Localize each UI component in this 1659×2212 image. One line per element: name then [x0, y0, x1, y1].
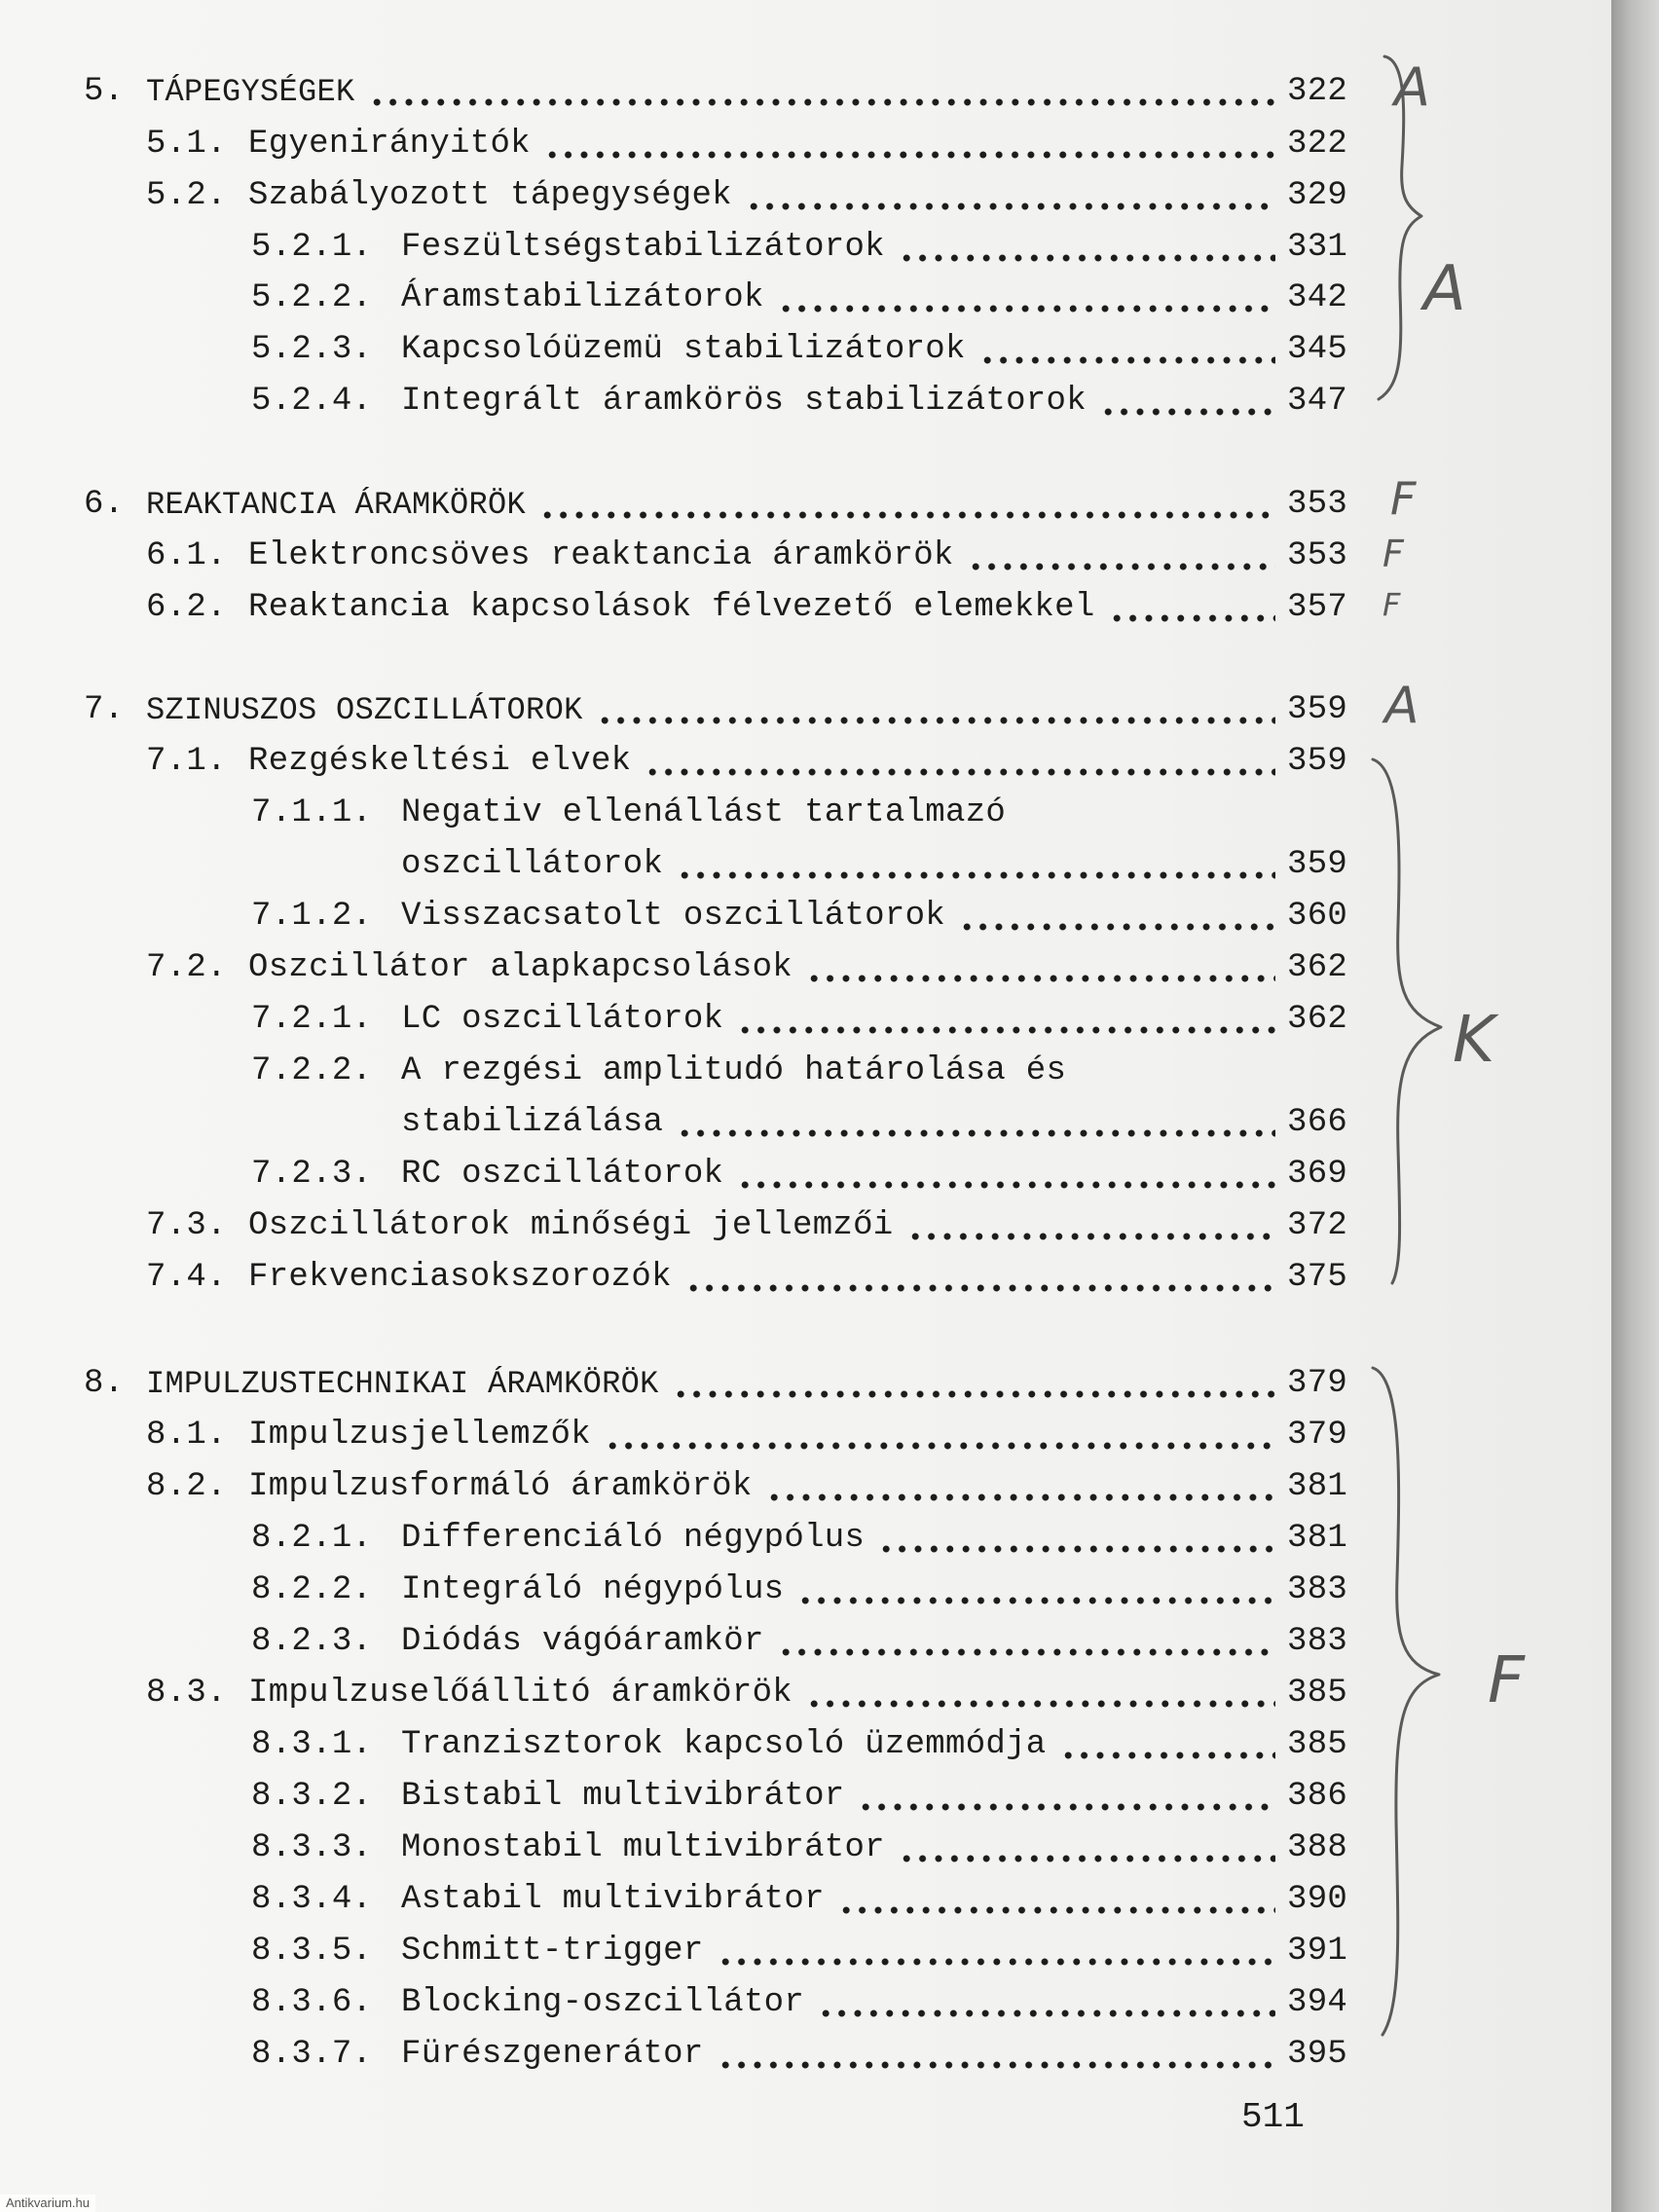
toc-entry-number: 7.2.1.	[251, 1001, 373, 1038]
toc-entry-number: 7.1.2.	[251, 898, 373, 935]
toc-entry-title: Bistabil multivibrátor	[401, 1778, 845, 1815]
toc-entry-number: 8.3.4.	[251, 1881, 373, 1918]
toc-entry-number: 6.2.	[146, 589, 227, 626]
toc-entry-number: 7.2.3.	[251, 1156, 373, 1193]
toc-entry-page: 353	[1287, 537, 1348, 574]
toc-entry-number: 8.1.	[146, 1417, 227, 1454]
toc-entry-page: 357	[1287, 589, 1348, 626]
margin-note-6: A	[1384, 677, 1419, 735]
toc-entry-title: Fürészgenerátor	[401, 2036, 704, 2073]
toc-entry-page: 390	[1287, 1881, 1348, 1918]
toc-entry-number: 5.2.	[146, 177, 227, 214]
toc-entry-number: 7.	[84, 691, 125, 728]
toc-entry-title: Astabil multivibrátor	[401, 1881, 825, 1918]
toc-entry-page: 362	[1287, 1001, 1348, 1038]
toc-entry-page: 375	[1287, 1259, 1348, 1296]
toc-entry-number: 8.3.	[146, 1675, 227, 1712]
toc-entry-number: 8.3.2.	[251, 1778, 373, 1815]
toc-entry-page: 359	[1287, 743, 1348, 780]
toc-entry-number: 7.2.	[146, 949, 227, 986]
toc-entry-title: stabilizálása	[401, 1104, 664, 1141]
margin-note-8: F	[1488, 1642, 1525, 1717]
toc-entry-title: Feszültségstabilizátorok	[401, 229, 885, 266]
toc-entry-page: 388	[1287, 1829, 1348, 1866]
brace-section-8	[1373, 1368, 1439, 2035]
toc-entry-page: 345	[1287, 331, 1348, 368]
toc-entry-page: 385	[1287, 1726, 1348, 1763]
toc-entry-title: Tranzisztorok kapcsoló üzemmódja	[401, 1726, 1047, 1763]
toc-entry-title: Frekvenciasokszorozók	[248, 1259, 672, 1296]
toc-entry-number: 6.	[84, 486, 125, 523]
toc-entry-number: 8.	[84, 1365, 125, 1402]
toc-entry-title: Impulzusjellemzők	[248, 1417, 591, 1454]
toc-entry-page: 359	[1287, 846, 1348, 883]
toc-entry-number: 5.2.2.	[251, 279, 373, 316]
toc-entry-title: SZINUSZOS OSZCILLÁTOROK	[146, 692, 583, 728]
toc-entry-title: Impulzuselőállitó áramkörök	[248, 1675, 793, 1712]
toc-entry-number: 5.	[84, 73, 125, 110]
toc-entry-page: 394	[1287, 1984, 1348, 2021]
toc-entry-number: 7.4.	[146, 1259, 227, 1296]
toc-entry-title: Impulzusformáló áramkörök	[248, 1468, 753, 1505]
toc-entry-number: 7.1.	[146, 743, 227, 780]
toc-entry-page: 385	[1287, 1675, 1348, 1712]
toc-entry-number: 5.2.4.	[251, 383, 373, 420]
toc-entry-page: 383	[1287, 1623, 1348, 1660]
toc-entry-title: Oszcillátorok minőségi jellemzői	[248, 1207, 894, 1244]
toc-entry-page: 369	[1287, 1156, 1348, 1193]
margin-note-7: K	[1453, 1002, 1495, 1077]
toc-entry-title: Schmitt-trigger	[401, 1933, 704, 1970]
margin-note-3: F	[1390, 472, 1417, 525]
toc-entry-number: 8.2.1.	[251, 1520, 373, 1557]
toc-entry-number: 8.3.7.	[251, 2036, 373, 2073]
toc-entry-number: 8.3.1.	[251, 1726, 373, 1763]
toc-entry-title: oszcillátorok	[401, 846, 664, 883]
toc-entry-number: 6.1.	[146, 537, 227, 574]
toc-entry-page: 391	[1287, 1933, 1348, 1970]
toc-entry-page: 360	[1287, 898, 1348, 935]
toc-entry-page: 322	[1287, 73, 1348, 110]
toc-entry-page: 379	[1287, 1365, 1348, 1402]
margin-note-5: F	[1382, 586, 1401, 623]
toc-entry-title: A rezgési amplitudó határolása és	[401, 1052, 1067, 1089]
toc-entry-page: 381	[1287, 1520, 1348, 1557]
toc-entry-title: Integrált áramkörös stabilizátorok	[401, 383, 1087, 420]
toc-entry-title: Áramstabilizátorok	[401, 279, 764, 316]
toc-entry-page: 359	[1287, 691, 1348, 728]
toc-entry-title: Oszcillátor alapkapcsolások	[248, 949, 793, 986]
toc-entry-title: LC oszcillátorok	[401, 1001, 724, 1038]
toc-entry-title: Egyenirányitók	[248, 126, 531, 163]
toc-entry-title: Kapcsolóüzemü stabilizátorok	[401, 331, 966, 368]
toc-entry-title: IMPULZUSTECHNIKAI ÁRAMKÖRÖK	[146, 1366, 659, 1402]
toc-entry-number: 8.3.3.	[251, 1829, 373, 1866]
toc-entry-number: 7.3.	[146, 1207, 227, 1244]
toc-entry-title: RC oszcillátorok	[401, 1156, 724, 1193]
toc-entry-number: 8.3.5.	[251, 1933, 373, 1970]
toc-entry-title: Diódás vágóáramkör	[401, 1623, 764, 1660]
toc-entry-page: 381	[1287, 1468, 1348, 1505]
toc-entry-number: 5.1.	[146, 126, 227, 163]
page-edge-shadow	[1611, 0, 1659, 2212]
toc-entry-title: Negativ ellenállást tartalmazó	[401, 794, 1007, 831]
toc-entry-title: Szabályozott tápegységek	[248, 177, 732, 214]
margin-note-2: A	[1423, 253, 1466, 325]
toc-entry-page: 353	[1287, 486, 1348, 523]
toc-entry-number: 7.1.1.	[251, 794, 373, 831]
toc-entry-title: Elektroncsöves reaktancia áramkörök	[248, 537, 954, 574]
toc-entry-number: 8.2.3.	[251, 1623, 373, 1660]
toc-entry-title: TÁPEGYSÉGEK	[146, 74, 355, 110]
toc-entry-number: 5.2.1.	[251, 229, 373, 266]
toc-entry-page: 329	[1287, 177, 1348, 214]
toc-entry-page: 342	[1287, 279, 1348, 316]
toc-entry-number: 8.2.2.	[251, 1571, 373, 1608]
toc-entry-number: 7.2.2.	[251, 1052, 373, 1089]
toc-entry-number: 8.2.	[146, 1468, 227, 1505]
toc-entry-page: 379	[1287, 1417, 1348, 1454]
margin-note-1: A	[1394, 56, 1430, 118]
toc-entry-page: 331	[1287, 229, 1348, 266]
toc-entry-page: 372	[1287, 1207, 1348, 1244]
toc-entry-page: 395	[1287, 2036, 1348, 2073]
toc-entry-title: Integráló négypólus	[401, 1571, 785, 1608]
brace-section-7	[1373, 759, 1441, 1283]
watermark: Antikvarium.hu	[0, 2194, 95, 2212]
toc-entry-title: Rezgéskeltési elvek	[248, 743, 632, 780]
toc-entry-title: Visszacsatolt oszcillátorok	[401, 898, 945, 935]
toc-entry-page: 383	[1287, 1571, 1348, 1608]
toc-entry-number: 5.2.3.	[251, 331, 373, 368]
toc-entry-title: Differenciáló négypólus	[401, 1520, 866, 1557]
page-number: 511	[1241, 2097, 1305, 2137]
toc-entry-title: Monostabil multivibrátor	[401, 1829, 885, 1866]
toc-entry-page: 347	[1287, 383, 1348, 420]
toc-entry-title: Reaktancia kapcsolások félvezető elemekkel	[248, 589, 1095, 626]
toc-entry-title: Blocking-oszcillátor	[401, 1984, 805, 2021]
margin-note-4: F	[1382, 533, 1404, 575]
toc-entry-number: 8.3.6.	[251, 1984, 373, 2021]
toc-entry-page: 362	[1287, 949, 1348, 986]
toc-entry-page: 366	[1287, 1104, 1348, 1141]
toc-entry-page: 322	[1287, 126, 1348, 163]
toc-entry-page: 386	[1287, 1778, 1348, 1815]
toc-entry-title: REAKTANCIA ÁRAMKÖRÖK	[146, 487, 527, 523]
